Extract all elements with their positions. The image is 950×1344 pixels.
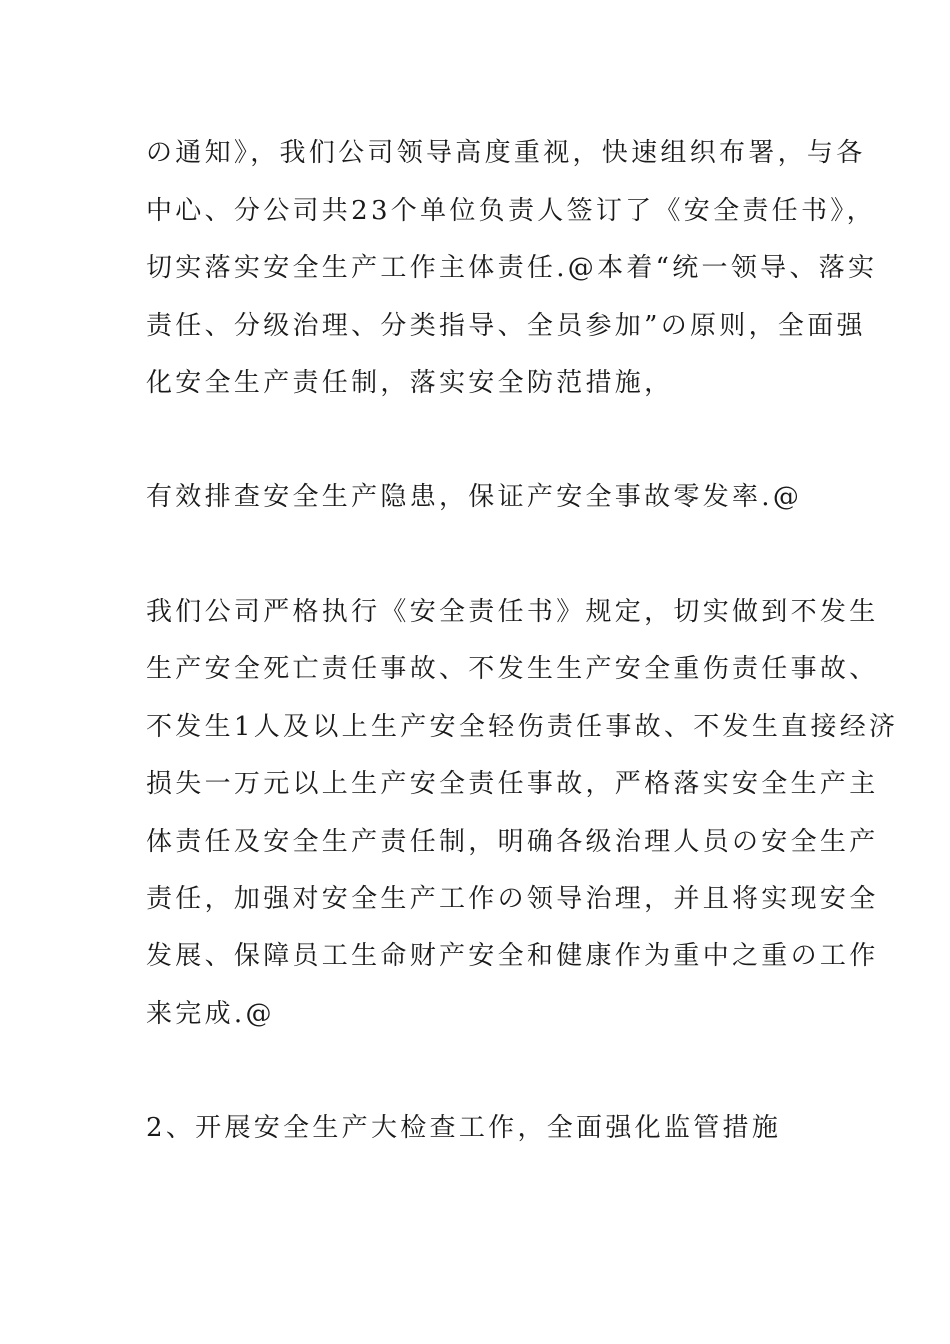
text-line: 生产安全死亡责任事故、不发生生产安全重伤责任事故、	[146, 654, 879, 684]
text-line: 切实落实安全生产工作主体责任.@本着“统一领导、落实	[146, 253, 878, 283]
text-line: 发展、保障员工生命财产安全和健康作为重中之重の工作	[146, 941, 879, 971]
text-line: 责任，加强对安全生产工作の领导治理，并且将实现安全	[146, 884, 879, 914]
text-line: 我们公司严格执行《安全责任书》规定，切实做到不发生	[146, 597, 879, 627]
text-line: の通知》，我们公司领导高度重视，快速组织布署，与各	[146, 138, 866, 168]
section-heading: 2、开展安全生产大检查工作，全面强化监管措施	[146, 1113, 782, 1143]
text-line: 有效排查安全生产隐患，保证产安全事故零发率.@	[146, 482, 803, 512]
text-line: 中心、分公司共23个单位负责人签订了《安全责任书》，	[146, 196, 876, 226]
text-line: 化安全生产责任制，落实安全防范措施，	[146, 368, 674, 398]
text-line: 责任、分级治理、分类指导、全员参加”の原则，全面强	[146, 311, 866, 341]
text-line: 不发生1人及以上生产安全轻伤责任事故、不发生直接经济	[146, 712, 899, 742]
text-line: 损失一万元以上生产安全责任事故，严格落实安全生产主	[146, 769, 879, 799]
text-line: 来完成.@	[146, 999, 275, 1029]
text-line: 体责任及安全生产责任制，明确各级治理人员の安全生产	[146, 827, 879, 857]
